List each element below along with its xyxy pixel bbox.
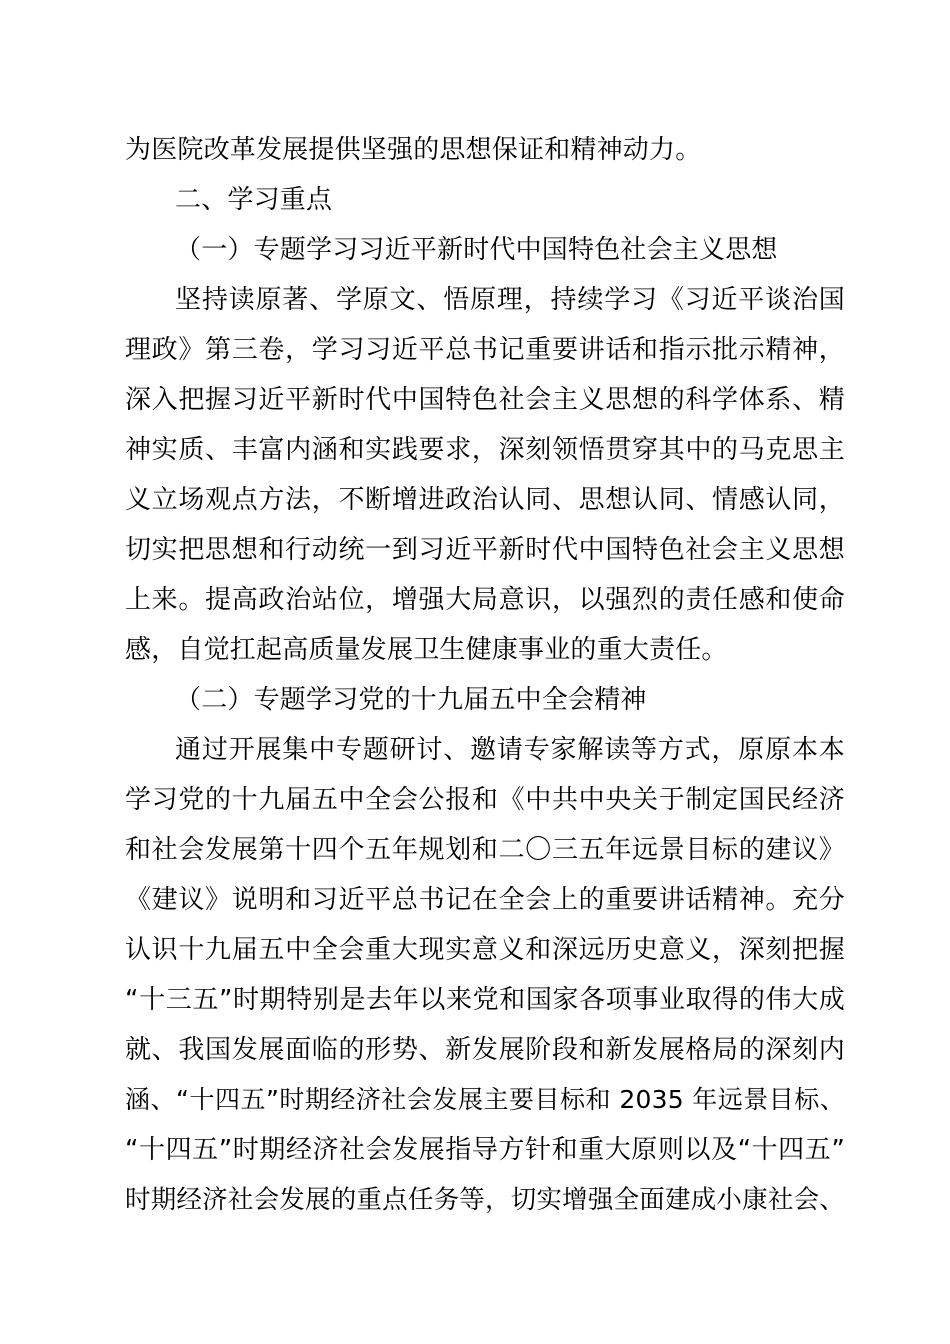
paragraph-2-line-3: 和社会发展第十四个五年规划和二〇三五年远景目标的建议》	[125, 835, 845, 865]
paragraph-1-line-5: 义立场观点方法，不断增进政治认同、思想认同、情感认同，	[125, 485, 845, 515]
paragraph-1-line-8: 感，自觉扛起高质量发展卫生健康事业的重大责任。	[125, 635, 728, 665]
paragraph-2-line-1: 通过开展集中专题研讨、邀请专家解读等方式，原原本本	[175, 735, 845, 765]
subsection-heading-2: （二）专题学习党的十九届五中全会精神	[175, 685, 647, 715]
paragraph-1-line-4: 神实质、丰富内涵和实践要求，深刻领悟贯穿其中的马克思主	[125, 435, 845, 465]
paragraph-2-line-9: “十四五”时期经济社会发展指导方针和重大原则以及“十四五”	[125, 1135, 845, 1165]
paragraph-2-line-2: 学习党的十九届五中全会公报和《中共中央关于制定国民经济	[125, 785, 845, 815]
paragraph-2-line-5: 认识十九届五中全会重大现实意义和深远历史意义，深刻把握	[125, 935, 845, 965]
paragraph-1-line-3: 深入把握习近平新时代中国特色社会主义思想的科学体系、精	[125, 385, 845, 415]
paragraph-1-line-7: 上来。提高政治站位，增强大局意识，以强烈的责任感和使命	[125, 585, 845, 615]
subsection-heading-1: （一）专题学习习近平新时代中国特色社会主义思想	[175, 235, 778, 265]
section-heading-study-focus: 二、学习重点	[175, 185, 333, 215]
paragraph-2-line-4: 《建议》说明和习近平总书记在全会上的重要讲话精神。充分	[125, 885, 845, 915]
text-line-continuation: 为医院改革发展提供坚强的思想保证和精神动力。	[125, 135, 702, 165]
paragraph-2-line-7: 就、我国发展面临的形势、新发展阶段和新发展格局的深刻内	[125, 1035, 845, 1065]
paragraph-2-line-10: 时期经济社会发展的重点任务等，切实增强全面建成小康社会、	[125, 1185, 845, 1215]
paragraph-1-line-1: 坚持读原著、学原文、悟原理，持续学习《习近平谈治国	[175, 285, 845, 315]
paragraph-2-line-8: 涵、“十四五”时期经济社会发展主要目标和 2035 年远景目标、	[125, 1085, 845, 1114]
paragraph-2-line-6: “十三五”时期特别是去年以来党和国家各项事业取得的伟大成	[125, 985, 845, 1015]
paragraph-1-line-6: 切实把思想和行动统一到习近平新时代中国特色社会主义思想	[125, 535, 845, 565]
paragraph-1-line-2: 理政》第三卷，学习习近平总书记重要讲话和指示批示精神，	[125, 335, 845, 365]
